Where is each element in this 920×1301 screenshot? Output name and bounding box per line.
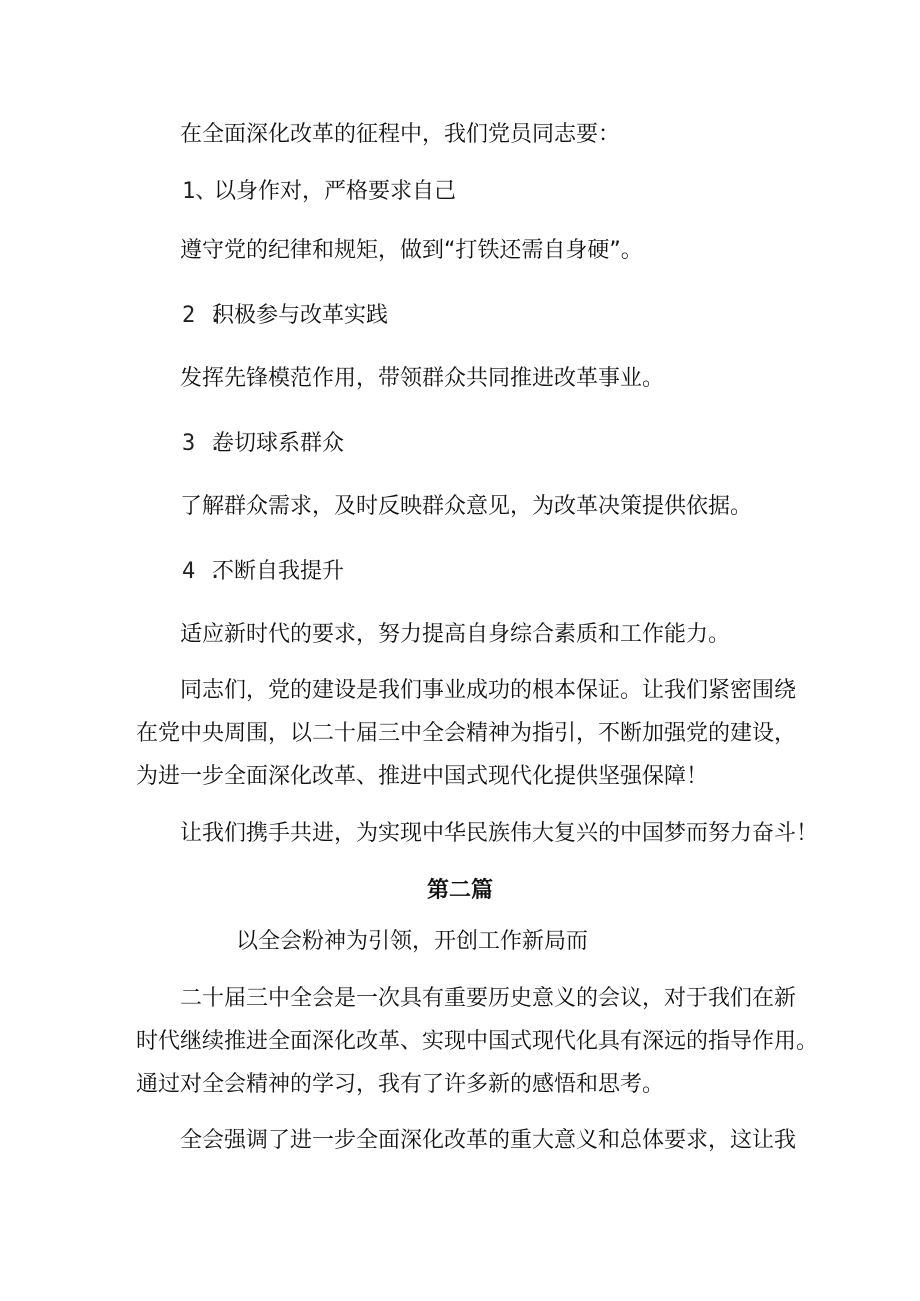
section-2-para1-line-1: 二十届三中全会是一次具有重要历史意义的会议，对于我们在新 <box>180 986 797 1011</box>
closing-para-line-2: 在党中央周围，以二十届三中全会精神为指引，不断加强党的建设， <box>136 721 797 746</box>
item-2-body: 发挥先锋模范作用，带领群众共同推进改革事业。 <box>180 366 665 391</box>
item-1-body: 遵守党的纪律和规矩，做到“打铁还需自身硬”。 <box>180 238 643 263</box>
closing-para-line-3: 为进一步全面深化改革、推进中国式现代化提供坚强保障！ <box>136 764 709 789</box>
section-2-subtitle: 以全会粉神为引领，开创工作新局而 <box>236 929 589 954</box>
intro-line: 在全面深化改革的征程中，我们党员同志要： <box>180 122 621 147</box>
item-2-heading <box>182 301 388 331</box>
item-4-number: 4 . <box>182 559 222 584</box>
item-1-heading <box>182 177 456 207</box>
section-2-para2-line-1: 全会强调了进一步全面深化改革的重大意义和总体要求，这让我 <box>180 1128 797 1153</box>
item-2-title: 积极参与改革实践 <box>212 303 389 328</box>
section-2-para1-line-3: 通过对全会精神的学习，我有了许多新的感悟和思考。 <box>136 1072 665 1097</box>
item-1-title: 以身作对，严格要求自己 <box>214 179 457 204</box>
section-2-heading: 第二篇 <box>426 878 493 903</box>
item-4-title: 不断自我提升 <box>212 559 345 584</box>
item-3-body: 了解群众需求，及时反映群众意见，为改革决策提供依据。 <box>180 494 753 519</box>
item-1-number: 1、 <box>182 179 218 204</box>
item-3-number: 3 . <box>182 431 222 456</box>
item-2-number: 2 . <box>182 303 222 328</box>
item-3-heading <box>182 429 344 459</box>
closing-call: 让我们携手共进，为实现中华民族伟大复兴的中国梦而努力奋斗！ <box>180 821 819 846</box>
section-2-para1-line-2: 时代继续推进全面深化改革、实现中国式现代化具有深远的指导作用。 <box>136 1029 819 1054</box>
item-4-heading <box>182 557 344 587</box>
closing-para-line-1: 同志们，党的建设是我们事业成功的根本保证。让我们紧密围绕 <box>180 678 797 703</box>
item-4-body: 适应新时代的要求，努力提高自身综合素质和工作能力。 <box>180 622 731 647</box>
item-3-title: 卷切球系群众 <box>212 431 345 456</box>
